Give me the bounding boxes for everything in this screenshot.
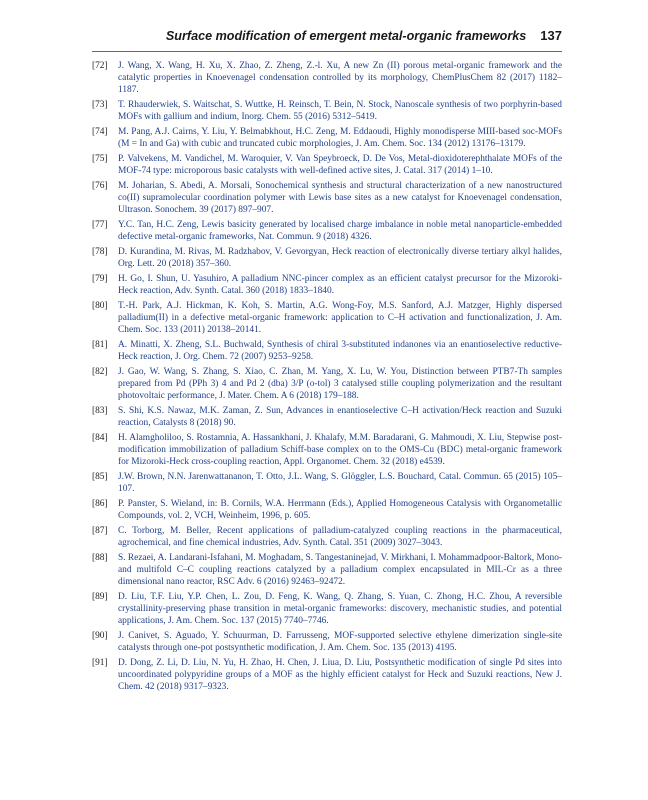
- reference-item: [92, 99, 562, 123]
- reference-item: [92, 300, 562, 336]
- reference-link[interactable]: S. Rezaei, A. Landarani-Isfahani, M. Moghadam, S. Tangestaninejad, V. Mirkhani, I. Mohammadpoor-Baltork, Mono- and multifold C–C coupling reactions catalyzed by a palladium complex encapsulated in MIL-Cr as a three dimensional nano reactor, RSC Adv. 6 (2016) 92463–92472.: [118, 553, 562, 587]
- reference-item: [92, 591, 562, 627]
- reference-item: [92, 657, 562, 693]
- reference-number: [77]: [92, 220, 108, 230]
- reference-item: [92, 339, 562, 363]
- reference-link[interactable]: D. Liu, T.F. Liu, Y.P. Chen, L. Zou, D. Feng, K. Wang, Q. Zhang, S. Yuan, C. Zhong, H.C. Zhou, A reversible crystallinity-preserving phase transition in metal-organic frameworks: discovery, mechanistic studies, and potential applications, J. Am. Chem. Soc. 137 (2015) 7740–7746.: [118, 592, 562, 626]
- reference-number: [75]: [92, 154, 108, 164]
- reference-link[interactable]: C. Torborg, M. Beller, Recent applications of palladium-catalyzed coupling reactions in the pharmaceutical, agrochemical, and fine chemical industries, Adv. Synth. Catal. 351 (2009) 3027–3043.: [118, 526, 562, 548]
- reference-number: [79]: [92, 274, 108, 284]
- running-head: [92, 28, 562, 50]
- reference-item: [92, 366, 562, 402]
- reference-item: [92, 180, 562, 216]
- reference-link[interactable]: M. Joharian, S. Abedi, A. Morsali, Sonochemical synthesis and structural characterization of a new nanostructured co(II) supramolecular coordination polymer with Lewis base sites as a new catalyst for Knoevenagel condensation, Ultrason. Sonochem. 39 (2017) 897–907.: [118, 181, 562, 215]
- chapter-title: Surface modification of emergent metal-organic frameworks: [165, 29, 527, 43]
- reference-link[interactable]: J. Wang, X. Wang, H. Xu, X. Zhao, Z. Zheng, Z.-l. Xu, A new Zn (II) porous metal-organic framework and the catalytic properties in Knoevenagel condensation controlled by its morphology, ChemPlusChem 82 (2017) 1182–1187.: [118, 61, 562, 95]
- reference-number: [84]: [92, 433, 108, 443]
- page-number: 137: [540, 28, 562, 43]
- reference-link[interactable]: Y.C. Tan, H.C. Zeng, Lewis basicity generated by localised charge imbalance in noble metal nanoparticle-embedded defective metal-organic frameworks, Nat. Commun. 9 (2018) 4326.: [118, 220, 562, 242]
- reference-item: [92, 525, 562, 549]
- reference-link[interactable]: T. Rhauderwiek, S. Waitschat, S. Wuttke, H. Reinsch, T. Bein, N. Stock, Nanoscale synthesis of two porphyrin-based MOFs with gallium and indium, Inorg. Chem. 55 (2016) 5312–5419.: [118, 100, 562, 122]
- reference-number: [80]: [92, 301, 108, 311]
- reference-link[interactable]: P. Panster, S. Wieland, in: B. Cornils, W.A. Herrmann (Eds.), Applied Homogeneous Catalysis with Organometallic Compounds, vol. 2, VCH, Weinheim, 1996, p. 605.: [118, 499, 562, 521]
- reference-link[interactable]: H. Alamgholiloo, S. Rostamnia, A. Hassankhani, J. Khalafy, M.M. Baradarani, G. Mahmoudi, X. Liu, Stepwise post-modification immobilization of palladium Schiff-base complex on to the OMS-Cu (BDC) metal-organic framework for Mizoroki-Heck cross-coupling reaction, Appl. Organomet. Chem. 32 (2018) e4539.: [118, 433, 562, 467]
- reference-number: [74]: [92, 127, 108, 137]
- reference-link[interactable]: P. Valvekens, M. Vandichel, M. Waroquier, V. Van Speybroeck, D. De Vos, Metal-dioxidoterephthalate MOFs of the MOF-74 type: microporous basic catalysts with well-defined active sites, J. Catal. 317 (2014) 1–10.: [118, 154, 562, 176]
- reference-item: [92, 246, 562, 270]
- reference-number: [87]: [92, 526, 108, 536]
- reference-item: [92, 630, 562, 654]
- reference-link[interactable]: A. Minatti, X. Zheng, S.L. Buchwald, Synthesis of chiral 3-substituted indanones via an enantioselective reductive-Heck reaction, J. Org. Chem. 72 (2007) 9253–9258.: [118, 340, 562, 362]
- reference-number: [76]: [92, 181, 108, 191]
- reference-number: [88]: [92, 553, 108, 563]
- reference-number: [83]: [92, 406, 108, 416]
- reference-link[interactable]: T.-H. Park, A.J. Hickman, K. Koh, S. Martin, A.G. Wong-Foy, M.S. Sanford, A.J. Matzger, Highly dispersed palladium(II) in a defective metal-organic framework: application to C–H activation and functionalization, J. Am. Chem. Soc. 133 (2011) 20138–20141.: [118, 301, 562, 335]
- reference-link[interactable]: J. Gao, W. Wang, S. Zhang, S. Xiao, C. Zhan, M. Yang, X. Lu, W. You, Distinction between PTB7-Th samples prepared from Pd (PPh 3) 4 and Pd 2 (dba) 3/P (o-tol) 3 catalysed stille coupling polymerization and the resultant photovoltaic performance, J. Mater. Chem. A 6 (2018) 179–188.: [118, 367, 562, 401]
- reference-item: [92, 60, 562, 96]
- reference-link[interactable]: H. Go, I. Shun, U. Yasuhiro, A palladium NNC-pincer complex as an efficient catalyst precursor for the Mizoroki-Heck reaction, Adv. Synth. Catal. 360 (2018) 1833–1840.: [118, 274, 562, 296]
- reference-item: [92, 126, 562, 150]
- reference-number: [90]: [92, 631, 108, 641]
- reference-number: [91]: [92, 658, 108, 668]
- reference-link[interactable]: D. Dong, Z. Li, D. Liu, N. Yu, H. Zhao, H. Chen, J. Liua, D. Liu, Postsynthetic modification of single Pd sites into uncoordinated polypyridine groups of a MOF as the highly efficient catalyst for Heck and Suzuki reactions, New J. Chem. 42 (2018) 9317–9323.: [118, 658, 562, 692]
- reference-link[interactable]: J.W. Brown, N.N. Jarenwattananon, T. Otto, J.L. Wang, S. Glöggler, L.S. Bouchard, Catal. Commun. 65 (2015) 105–107.: [118, 472, 562, 494]
- reference-item: [92, 273, 562, 297]
- reference-number: [78]: [92, 247, 108, 257]
- reference-number: [81]: [92, 340, 108, 350]
- reference-number: [72]: [92, 61, 108, 71]
- reference-list: [92, 60, 562, 696]
- reference-item: [92, 498, 562, 522]
- reference-item: [92, 219, 562, 243]
- header-rule: [92, 51, 562, 52]
- reference-link[interactable]: D. Kurandina, M. Rivas, M. Radzhabov, V. Gevorgyan, Heck reaction of electronically diverse tertiary alkyl halides, Org. Lett. 20 (2018) 357–360.: [118, 247, 562, 269]
- reference-number: [85]: [92, 472, 108, 482]
- reference-number: [82]: [92, 367, 108, 377]
- reference-item: [92, 153, 562, 177]
- reference-link[interactable]: S. Shi, K.S. Nawaz, M.K. Zaman, Z. Sun, Advances in enantioselective C–H activation/Heck reaction and Suzuki reaction, Catalysts 8 (2018) 90.: [118, 406, 562, 428]
- reference-item: [92, 432, 562, 468]
- reference-number: [73]: [92, 100, 108, 110]
- reference-number: [86]: [92, 499, 108, 509]
- reference-link[interactable]: J. Canivet, S. Aguado, Y. Schuurman, D. Farrusseng, MOF-supported selective ethylene dimerization single-site catalysts through one-pot postsynthetic modification, J. Am. Chem. Soc. 135 (2013) 4195.: [118, 631, 562, 653]
- reference-number: [89]: [92, 592, 108, 602]
- reference-item: [92, 471, 562, 495]
- reference-link[interactable]: M. Pang, A.J. Cairns, Y. Liu, Y. Belmabkhout, H.C. Zeng, M. Eddaoudi, Highly monodisperse MIII-based soc-MOFs (M = In and Ga) with cubic and truncated cubic morphologies, J. Am. Chem. Soc. 134 (2012) 13176–13179.: [118, 127, 562, 149]
- reference-item: [92, 405, 562, 429]
- reference-item: [92, 552, 562, 588]
